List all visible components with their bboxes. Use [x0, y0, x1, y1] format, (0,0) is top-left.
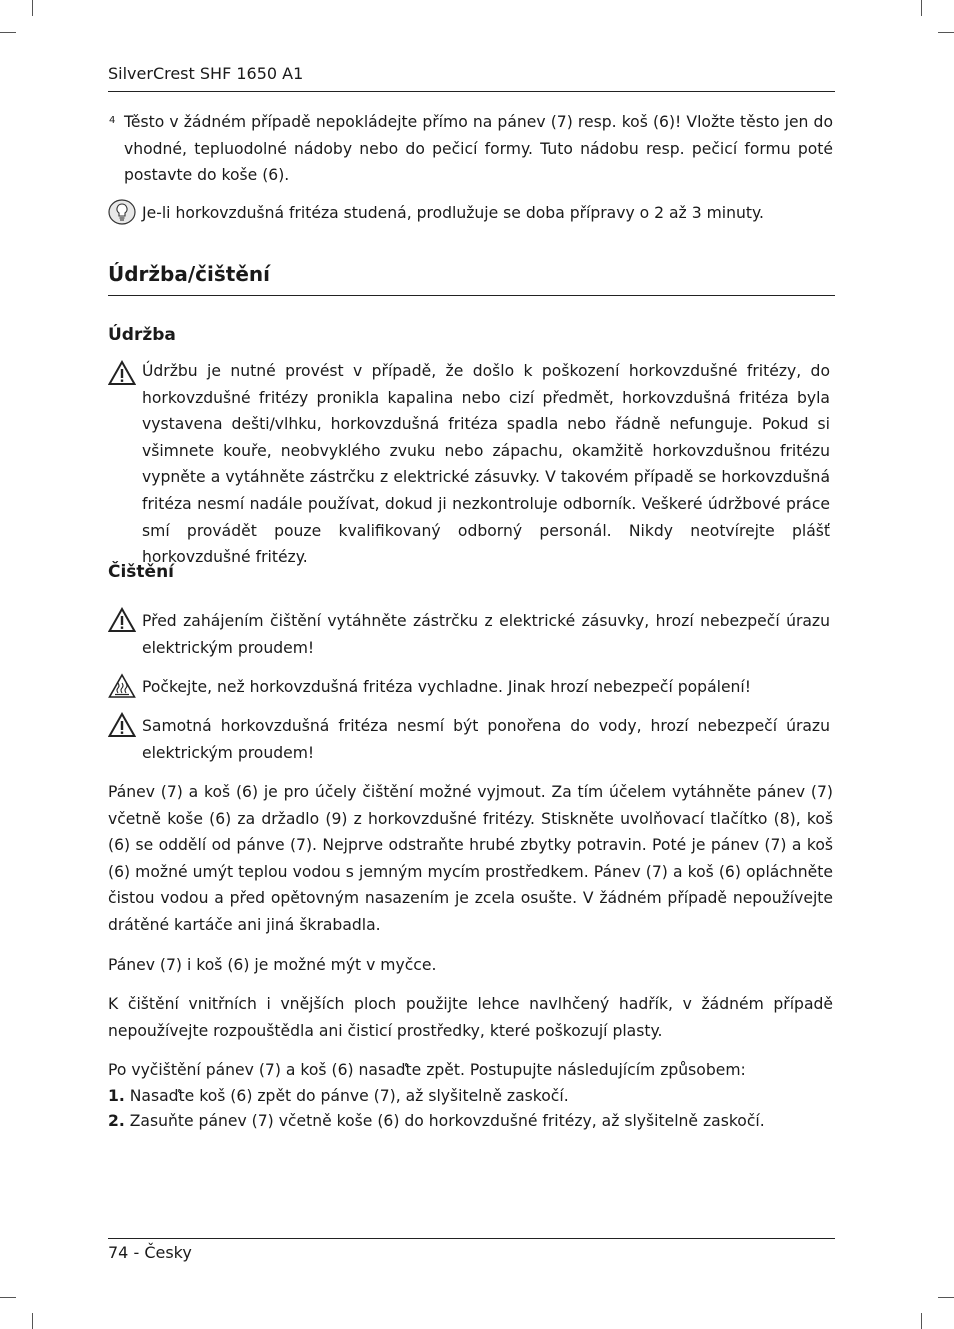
step-item [108, 1083, 833, 1110]
crop-mark [32, 0, 33, 16]
intro-paragraph: Těsto v žádném případě nepokládejte přímo na pánev (7) resp. koš (6)! Vložte těsto jen do vhodné, tepluodolné nádoby nebo do pečicí formy. Tuto nádobu resp. pečicí formu poté postavte do koše (6). [124, 113, 833, 185]
maintenance-heading: Údržba [108, 325, 176, 345]
footer-rule [108, 1238, 835, 1239]
hot-surface-icon [108, 673, 136, 699]
cleaning-paragraph-3: K čištění vnitřních i vnějších ploch použijte lehce navlhčený hadřík, v žádném případě nepoužívejte rozpouštědla ani čisticí prostředky, které poškozují plasty. [108, 995, 833, 1040]
header-rule [108, 91, 835, 92]
cleaning-warning-1: Před zahájením čištění vytáhněte zástrčku z elektrické zásuvky, hrozí nebezpečí úrazu elektrickým proudem! [142, 612, 830, 657]
intro-marker: 4 [109, 115, 116, 126]
hot-warning: Počkejte, než horkovzdušná fritéza vychladne. Jinak hrozí nebezpečí popálení! [142, 678, 752, 696]
document-header: SilverCrest SHF 1650 A1 [108, 64, 304, 83]
step-item [108, 1108, 833, 1135]
footer-separator: - [133, 1243, 140, 1262]
section-title: Údržba/čištění [108, 262, 271, 286]
step-text: Nasaďte koš (6) zpět do pánve (7), až slyšitelně zaskočí. [129, 1087, 569, 1105]
cleaning-warning-2: Samotná horkovzdušná fritéza nesmí být ponořena do vody, hrozí nebezpečí úrazu elektrickým proudem! [142, 717, 830, 762]
footer-language: Česky [144, 1243, 192, 1262]
maintenance-paragraph: Údržbu je nutné provést v případě, že došlo k poškození horkovzdušné fritézy, do horkovzdušné fritézy pronikla kapalina nebo cizí předmět, horkovzdušná fritéza byla vystavena dešti/vlhku, horkovzdušná fritéza spadla nebo řádně nefunguje. Pokud si všimnete kouře, neobvyklého zvuku nebo zápachu, okamžitě horkovzdušnou fritézu vypněte a vytáhněte zástrčku z elektrické zásuvky. V takovém případě se horkovzdušná fritéza nesmí nadále používat, dokud ji nezkontroluje odborník. Veškeré údržbové práce smí provádět pouze kvalifikovaný odborný personál. Nikdy neotvírejte plášť horkovzdušné fritézy. [142, 362, 830, 567]
cleaning-paragraph-4: Po vyčištění pánev (7) a koš (6) nasaďte zpět. Postupujte následujícím způsobem: [108, 1061, 746, 1079]
crop-mark [0, 32, 16, 33]
page-footer [108, 1243, 192, 1262]
crop-mark [921, 0, 922, 16]
step-number: 2. [108, 1112, 125, 1130]
warning-triangle-icon [108, 712, 136, 738]
tip-paragraph: Je-li horkovzdušná fritéza studená, prodlužuje se doba přípravy o 2 až 3 minuty. [142, 204, 764, 222]
lightbulb-icon [108, 199, 136, 225]
crop-mark [0, 1297, 16, 1298]
cleaning-heading: Čištění [108, 562, 175, 582]
cleaning-paragraph-1: Pánev (7) a koš (6) je pro účely čištění možné vyjmout. Za tím účelem vytáhněte pánev (7) včetně koše (6) za držadlo (9) z horkovzdušné fritézy. Stiskněte uvolňovací tlačítko (8), koš (6) se oddělí od pánve (7). Nejprve odstraňte hrubé zbytky potravin. Poté je pánev (7) a koš (6) možné umýt teplou vodou s jemným mycím prostředkem. Pánev (7) a koš (6) opláchněte čistou vodou a před opětovným nasazením je zcela osušte. V žádném případě nepoužívejte drátěné kartáče ani jiná škrabadla. [108, 783, 833, 934]
cleaning-paragraph-2: Pánev (7) i koš (6) je možné mýt v myčce. [108, 956, 437, 974]
warning-triangle-icon [108, 607, 136, 633]
crop-mark [938, 32, 954, 33]
section-rule [108, 295, 835, 296]
step-number: 1. [108, 1087, 125, 1105]
warning-triangle-icon [108, 360, 136, 386]
page-number: 74 [108, 1243, 129, 1262]
crop-mark [938, 1297, 954, 1298]
crop-mark [32, 1313, 33, 1329]
step-text: Zasuňte pánev (7) včetně koše (6) do horkovzdušné fritézy, až slyšitelně zaskočí. [129, 1112, 765, 1130]
crop-mark [921, 1313, 922, 1329]
